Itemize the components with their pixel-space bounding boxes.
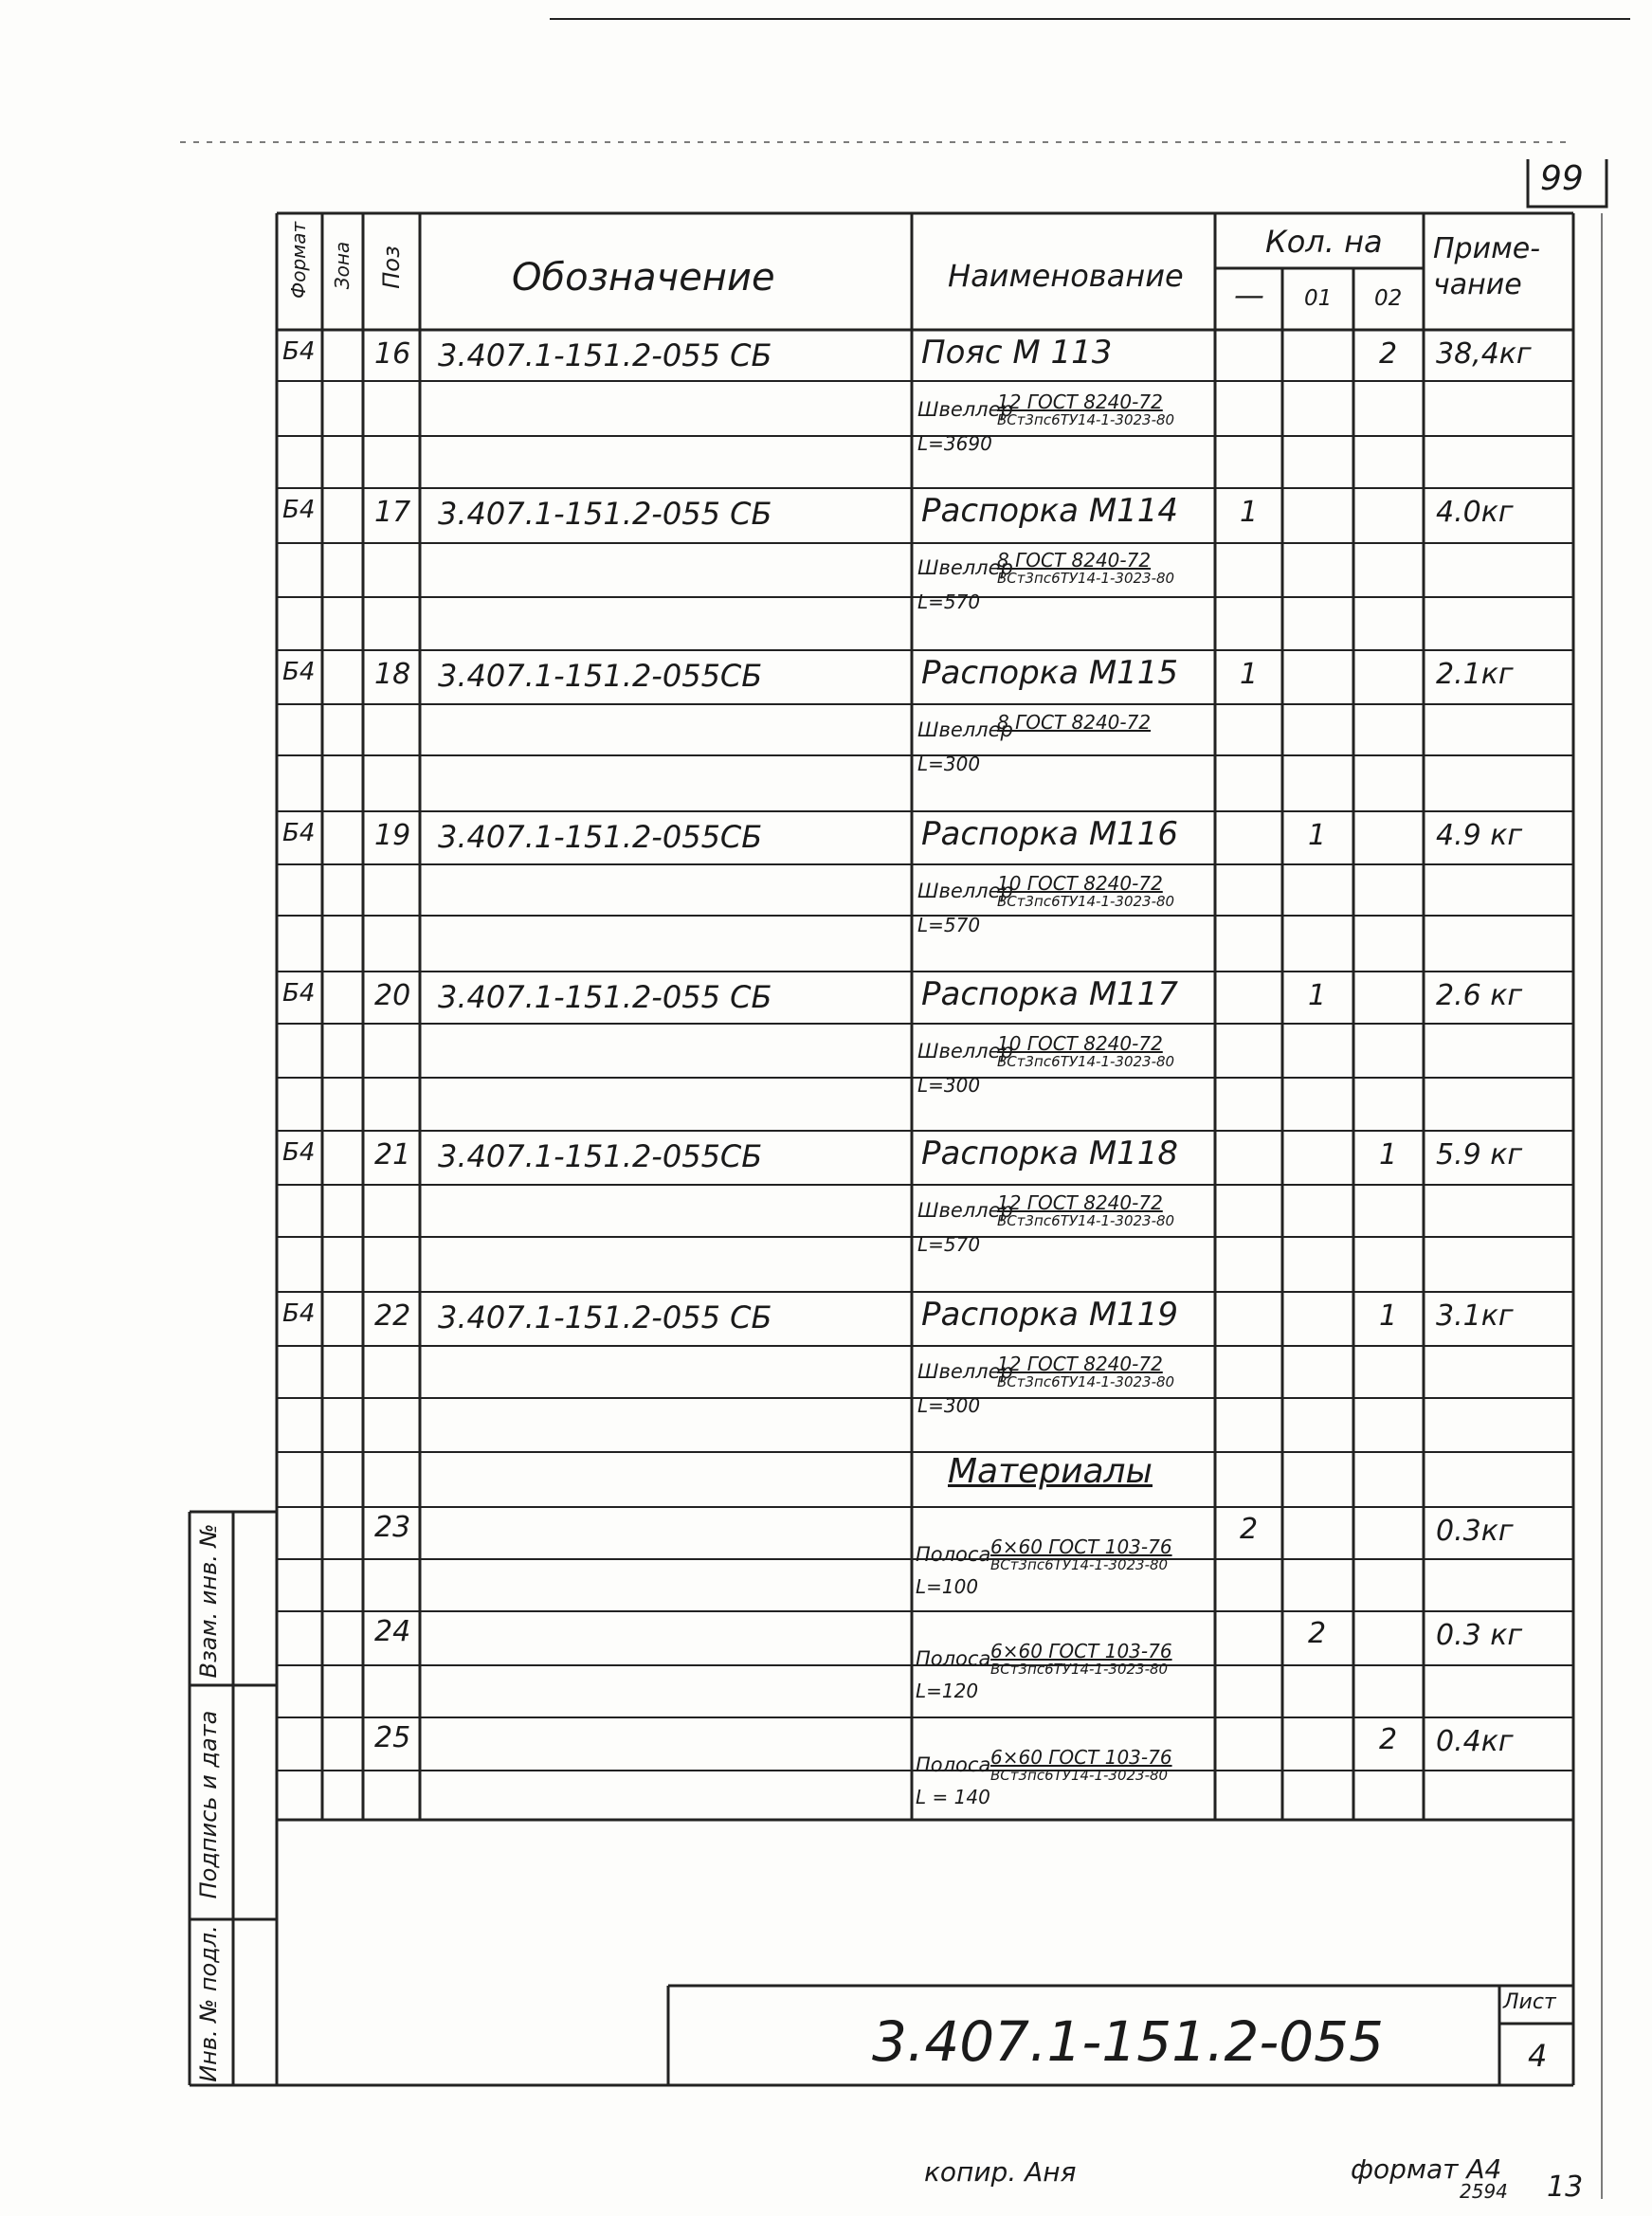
- material-qty-01: 2: [1308, 1617, 1327, 1650]
- row-material-steel: ВСт3пс6ТУ14-1-3023-80: [997, 893, 1175, 910]
- row-material-profile: 12 ГОСТ 8240-72: [997, 391, 1163, 413]
- row-pos: 20: [374, 979, 411, 1012]
- row-note: 2.1кг: [1436, 658, 1514, 691]
- row-format: Б4: [282, 658, 316, 686]
- header-designation: Обозначение: [512, 256, 775, 300]
- row-material-type: Швеллер: [917, 1360, 1013, 1383]
- row-note: 4.0кг: [1436, 496, 1514, 529]
- material-qty-02: 2: [1379, 1723, 1398, 1756]
- row-pos: 16: [374, 337, 411, 371]
- row-name: Распорка М114: [921, 492, 1179, 530]
- header-note: Приме- чание: [1433, 232, 1541, 301]
- row-material-steel: ВСт3пс6ТУ14-1-3023-80: [997, 411, 1175, 428]
- row-material-profile: 12 ГОСТ 8240-72: [997, 1191, 1163, 1214]
- material-type: Полоса: [916, 1647, 991, 1670]
- material-qty: 2: [1240, 1513, 1259, 1546]
- row-qty: 1: [1240, 496, 1259, 529]
- row-name: Распорка М115: [921, 654, 1179, 692]
- row-material-profile: 12 ГОСТ 8240-72: [997, 1353, 1163, 1375]
- row-qty-01: 1: [1308, 819, 1327, 852]
- row-material-type: Швеллер: [917, 1199, 1013, 1222]
- header-format: Формат: [287, 221, 310, 299]
- row-name: Пояс М 113: [921, 334, 1113, 372]
- row-qty-02: 1: [1379, 1299, 1398, 1333]
- row-note: 2.6 кг: [1436, 979, 1523, 1012]
- row-pos: 18: [374, 658, 411, 691]
- row-designation: 3.407.1-151.2-055 СБ: [438, 337, 772, 373]
- material-note: 0.4кг: [1436, 1725, 1514, 1758]
- footer-format: формат А4: [1351, 2153, 1502, 2185]
- row-name: Распорка М118: [921, 1135, 1179, 1172]
- material-length: L=100: [916, 1575, 979, 1598]
- header-name: Наименование: [948, 258, 1184, 294]
- material-type: Полоса: [916, 1543, 991, 1566]
- row-material-profile: 10 ГОСТ 8240-72: [997, 1032, 1163, 1055]
- row-material-type: Швеллер: [917, 556, 1013, 579]
- header-qty-02: 02: [1374, 286, 1403, 311]
- row-name: Распорка М119: [921, 1296, 1179, 1334]
- material-note: 0.3кг: [1436, 1515, 1514, 1548]
- row-format: Б4: [282, 1299, 316, 1328]
- row-designation: 3.407.1-151.2-055 СБ: [438, 1299, 772, 1335]
- row-pos: 22: [374, 1299, 411, 1333]
- row-material-length: L=570: [917, 590, 981, 613]
- row-pos: 21: [374, 1138, 411, 1172]
- row-pos: 19: [374, 819, 411, 852]
- row-designation: 3.407.1-151.2-055СБ: [438, 658, 763, 694]
- row-designation: 3.407.1-151.2-055 СБ: [438, 979, 772, 1015]
- material-length: L=120: [916, 1680, 979, 1702]
- stamp-replace-inv: Взам. инв. №: [195, 1523, 222, 1679]
- row-qty-02: 2: [1379, 337, 1398, 371]
- row-note: 3.1кг: [1436, 1299, 1514, 1333]
- row-material-steel: ВСт3пс6ТУ14-1-3023-80: [997, 1053, 1175, 1070]
- material-steel: ВСт3пс6ТУ14-1-3023-80: [990, 1556, 1169, 1573]
- material-profile: 6×60 ГОСТ 103-76: [990, 1535, 1172, 1558]
- row-note: 5.9 кг: [1436, 1138, 1523, 1172]
- material-pos: 25: [374, 1721, 411, 1754]
- header-qty-dash: —: [1234, 277, 1264, 313]
- material-steel: ВСт3пс6ТУ14-1-3023-80: [990, 1661, 1169, 1678]
- material-profile: 6×60 ГОСТ 103-76: [990, 1746, 1172, 1769]
- sheet-number: 4: [1528, 2038, 1548, 2074]
- row-qty-01: 1: [1308, 979, 1327, 1012]
- material-steel: ВСт3пс6ТУ14-1-3023-80: [990, 1767, 1169, 1784]
- row-name: Распорка М117: [921, 975, 1179, 1013]
- material-note: 0.3 кг: [1436, 1619, 1523, 1652]
- footer-suffix: 13: [1547, 2171, 1584, 2204]
- stamp-sign-date: Подпись и дата: [195, 1710, 222, 1899]
- header-qty-group: Кол. на: [1265, 224, 1383, 260]
- row-material-type: Швеллер: [917, 880, 1013, 902]
- row-format: Б4: [282, 819, 316, 847]
- row-material-steel: ВСт3пс6ТУ14-1-3023-80: [997, 570, 1175, 587]
- page-number: 99: [1540, 159, 1584, 198]
- row-designation: 3.407.1-151.2-055 СБ: [438, 496, 772, 532]
- stamp-inv-orig: Инв. № подл.: [195, 1925, 222, 2082]
- row-material-length: L=570: [917, 1233, 981, 1256]
- footer-copied: копир. Аня: [924, 2156, 1077, 2188]
- row-material-type: Швеллер: [917, 1040, 1013, 1063]
- material-length: L = 140: [916, 1786, 990, 1808]
- row-material-steel: ВСт3пс6ТУ14-1-3023-80: [997, 1212, 1175, 1229]
- row-designation: 3.407.1-151.2-055СБ: [438, 819, 763, 855]
- row-material-length: L=3690: [917, 432, 992, 455]
- row-qty-02: 1: [1379, 1138, 1398, 1172]
- row-material-length: L=570: [917, 914, 981, 936]
- materials-title: Материалы: [948, 1452, 1153, 1491]
- footer-code: 2594: [1460, 2180, 1508, 2203]
- header-zone: Зона: [331, 241, 354, 290]
- material-type: Полоса: [916, 1753, 991, 1776]
- row-material-type: Швеллер: [917, 398, 1013, 421]
- row-format: Б4: [282, 496, 316, 524]
- row-material-length: L=300: [917, 1074, 981, 1097]
- row-material-profile: 8 ГОСТ 8240-72: [997, 711, 1152, 734]
- row-material-steel: ВСт3пс6ТУ14-1-3023-80: [997, 1373, 1175, 1390]
- row-format: Б4: [282, 337, 316, 366]
- row-name: Распорка М116: [921, 815, 1179, 853]
- row-format: Б4: [282, 1138, 316, 1167]
- material-pos: 23: [374, 1511, 411, 1544]
- row-note: 4.9 кг: [1436, 819, 1523, 852]
- row-format: Б4: [282, 979, 316, 1008]
- header-qty-01: 01: [1304, 286, 1333, 311]
- row-material-length: L=300: [917, 1394, 981, 1417]
- material-profile: 6×60 ГОСТ 103-76: [990, 1640, 1172, 1662]
- row-pos: 17: [374, 496, 411, 529]
- row-material-profile: 10 ГОСТ 8240-72: [997, 872, 1163, 895]
- doc-code: 3.407.1-151.2-055: [872, 2009, 1384, 2074]
- header-pos: Поз: [378, 245, 405, 289]
- row-note: 38,4кг: [1436, 337, 1532, 371]
- row-material-type: Швеллер: [917, 718, 1013, 741]
- sheet-label: Лист: [1503, 1990, 1556, 2014]
- row-material-profile: 8 ГОСТ 8240-72: [997, 549, 1152, 572]
- row-designation: 3.407.1-151.2-055СБ: [438, 1138, 763, 1174]
- row-qty: 1: [1240, 658, 1259, 691]
- row-material-length: L=300: [917, 753, 981, 775]
- material-pos: 24: [374, 1615, 411, 1648]
